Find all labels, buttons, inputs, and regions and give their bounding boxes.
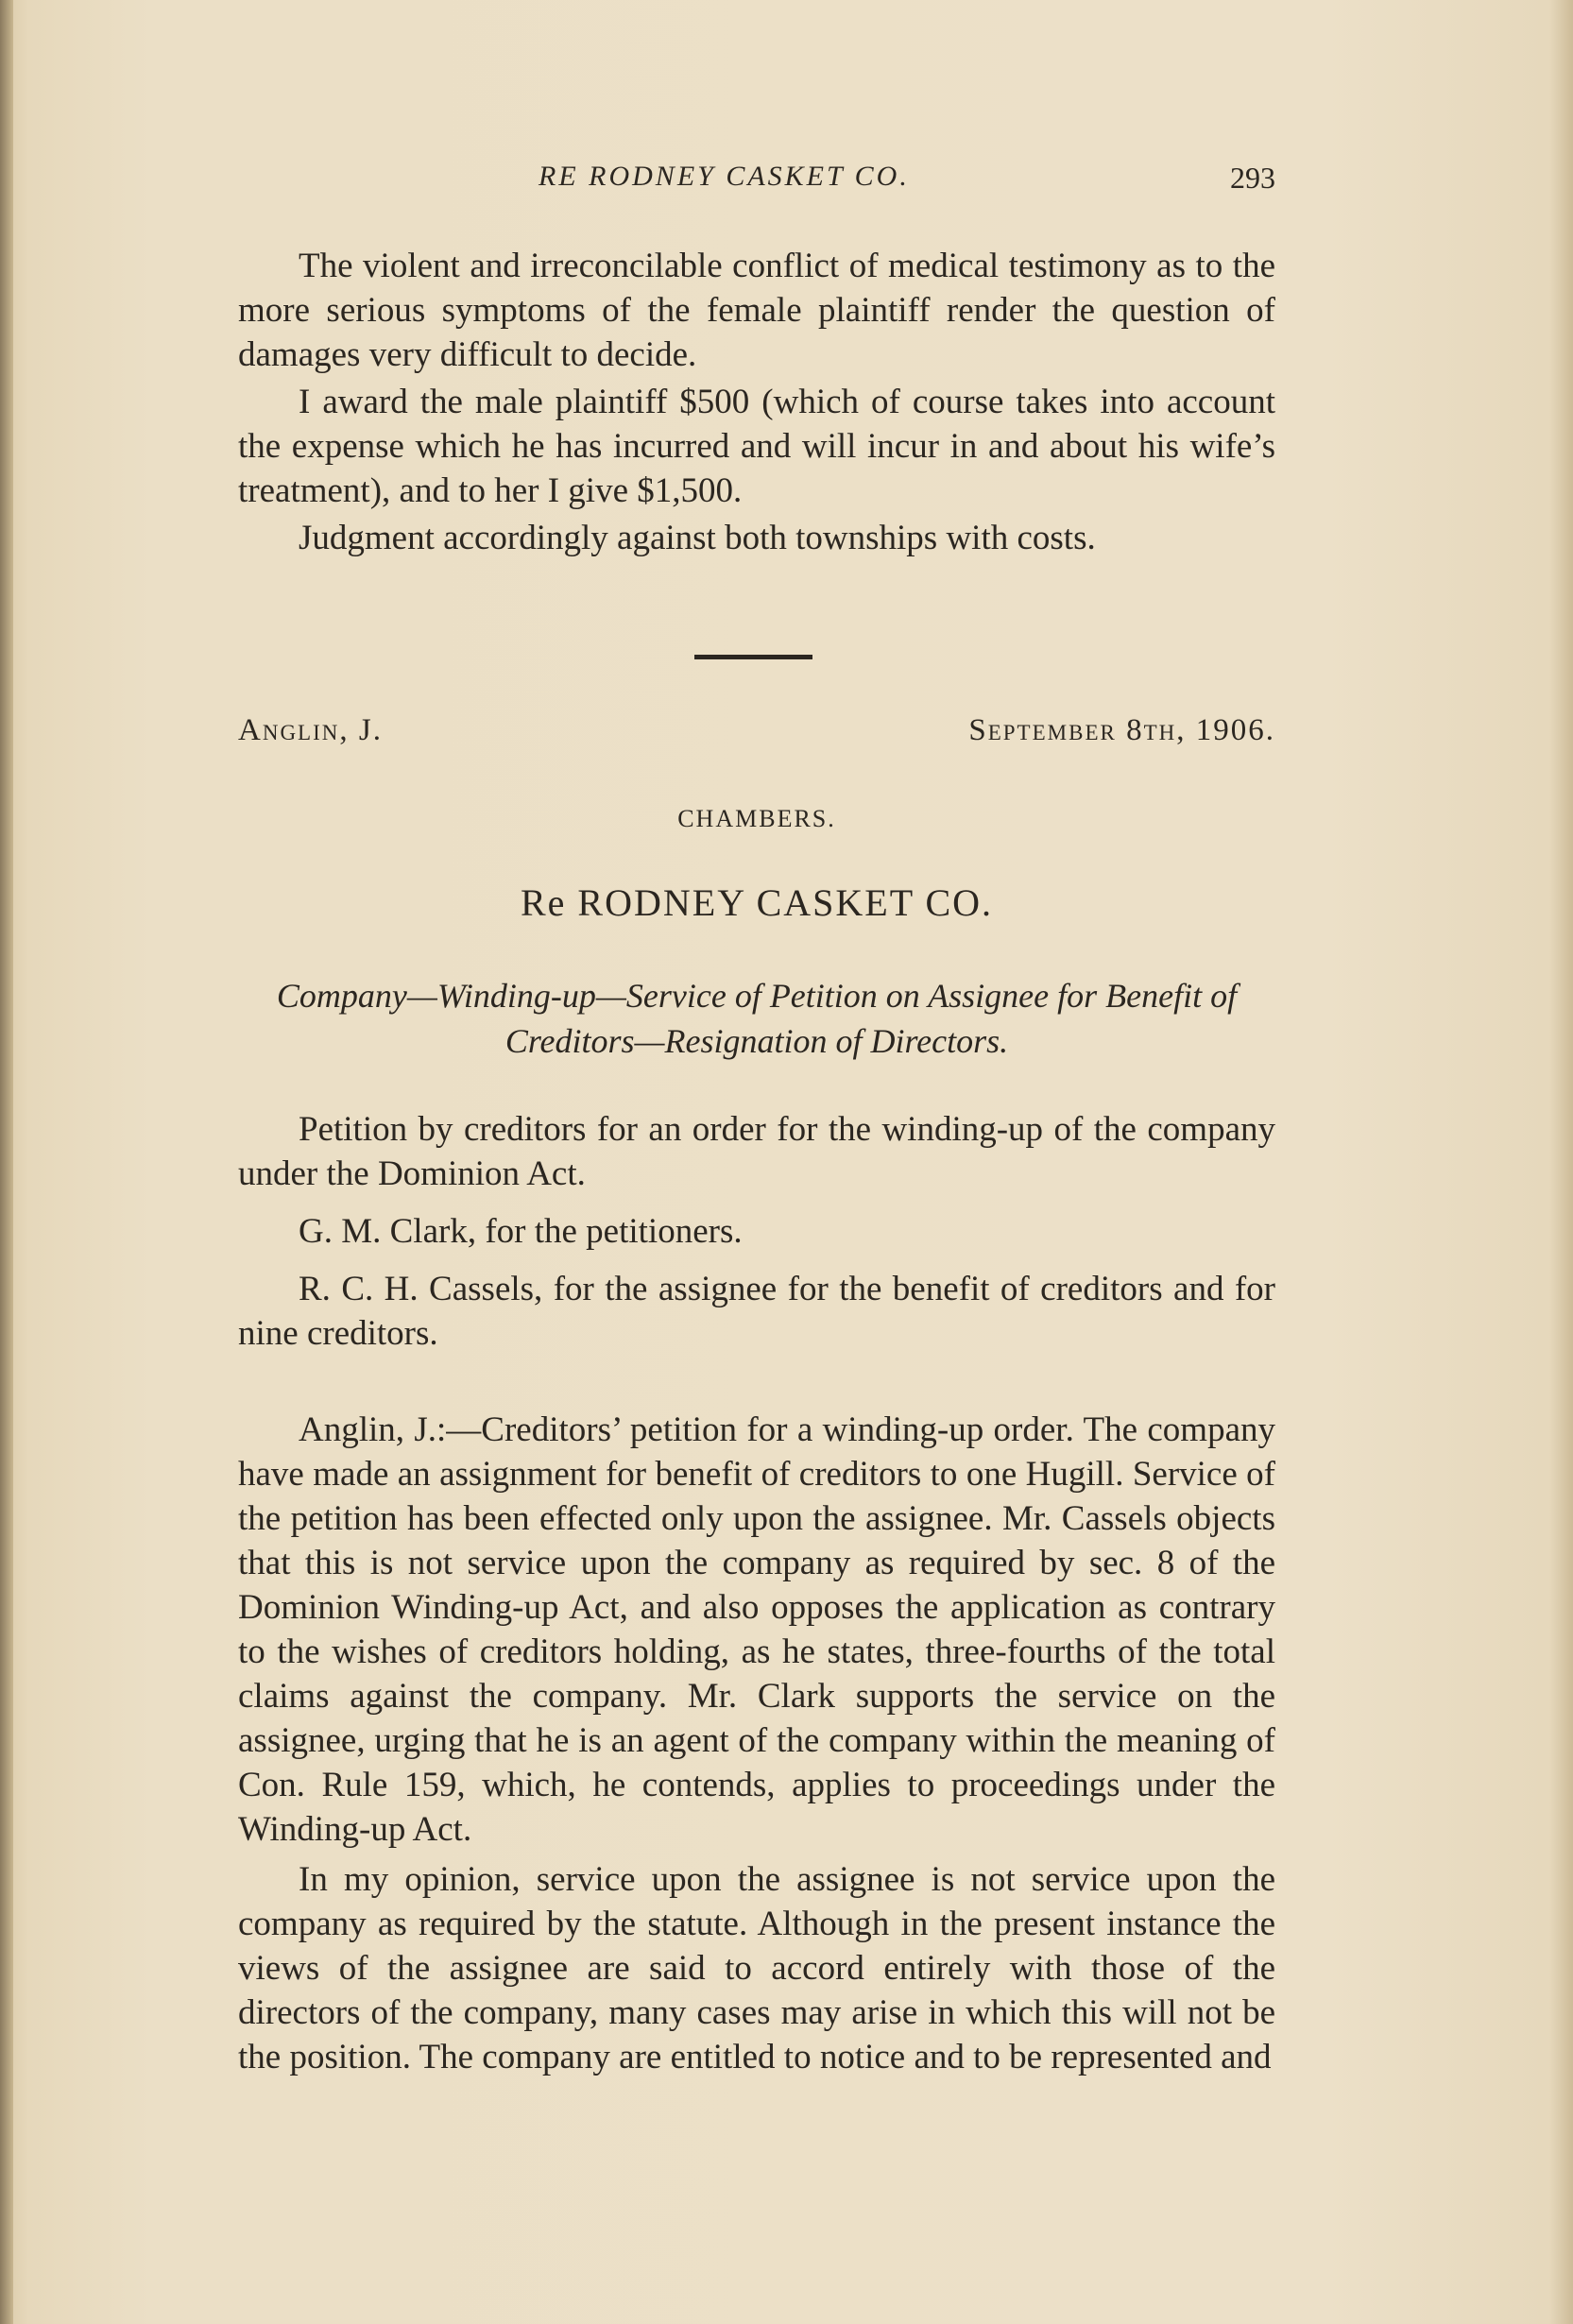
case-intro bbox=[238, 1107, 1275, 1356]
page-binding-edge bbox=[0, 0, 13, 2324]
running-head bbox=[236, 161, 1275, 208]
case-byline bbox=[238, 713, 1275, 760]
section-divider-rule bbox=[694, 655, 812, 659]
paragraph: In my opinion, service upon the assignee is not service upon the company as required by the statute. Although in the present instance the views of the assignee are said to accord entirely with those of the directors of the company, many cases may arise in which this will not be the position. The company are entitled to notice and to be represented and bbox=[238, 1860, 1275, 2076]
counsel-line: R. C. H. Cassels, for the assignee for the benefit of creditors and for nine creditors. bbox=[238, 1270, 1275, 1353]
counsel-line: G. M. Clark, for the petitioners. bbox=[299, 1212, 743, 1251]
opinion-text bbox=[238, 1408, 1275, 2079]
case-title: Re RODNEY CASKET CO. bbox=[520, 881, 994, 924]
paragraph: Petition by creditors for an order for the winding-up of the company under the Dominion Act. bbox=[238, 1110, 1275, 1193]
running-title: RE RODNEY CASKET CO. bbox=[539, 161, 910, 192]
paragraph: Judgment accordingly against both townships with costs. bbox=[299, 519, 1096, 557]
previous-case-text bbox=[238, 244, 1275, 560]
paragraph: The violent and irreconcilable conflict of medical testimony as to the more serious symptoms of the female plaintiff render the question of damages very difficult to decide. bbox=[238, 247, 1275, 374]
court-label: CHAMBERS. bbox=[677, 805, 836, 832]
paragraph: Anglin, J.:—Creditors’ petition for a winding-up order. The company have made an assignment for benefit of creditors to one Hugill. Service of the petition has been effected only upon the assignee. Mr. Cassels objects that this is not service upon the company as required by sec. 8 of the Dominion Winding-up Act, and also opposes the application as contrary to the wishes of creditors holding, as he states, three-fourths of the total claims against the company. Mr. Clark supports the service on the assignee, urging that he is an agent of the company within the meaning of Con. Rule 159, which, he contends, applies to proceedings under the Winding-up Act. bbox=[238, 1410, 1275, 1849]
judge-name: Anglin, J. bbox=[238, 713, 383, 747]
page-number: 293 bbox=[1230, 161, 1275, 195]
headnote: Company—Winding-up—Service of Petition on Assignee for Benefit of Creditors—Resignation of Directors. bbox=[276, 977, 1238, 1060]
decision-date: September 8th, 1906. bbox=[968, 713, 1275, 747]
paragraph: I award the male plaintiff $500 (which of course takes into account the expense which he has incurred and will incur in and about his wife’s treatment), and to her I give $1,500. bbox=[238, 383, 1275, 510]
